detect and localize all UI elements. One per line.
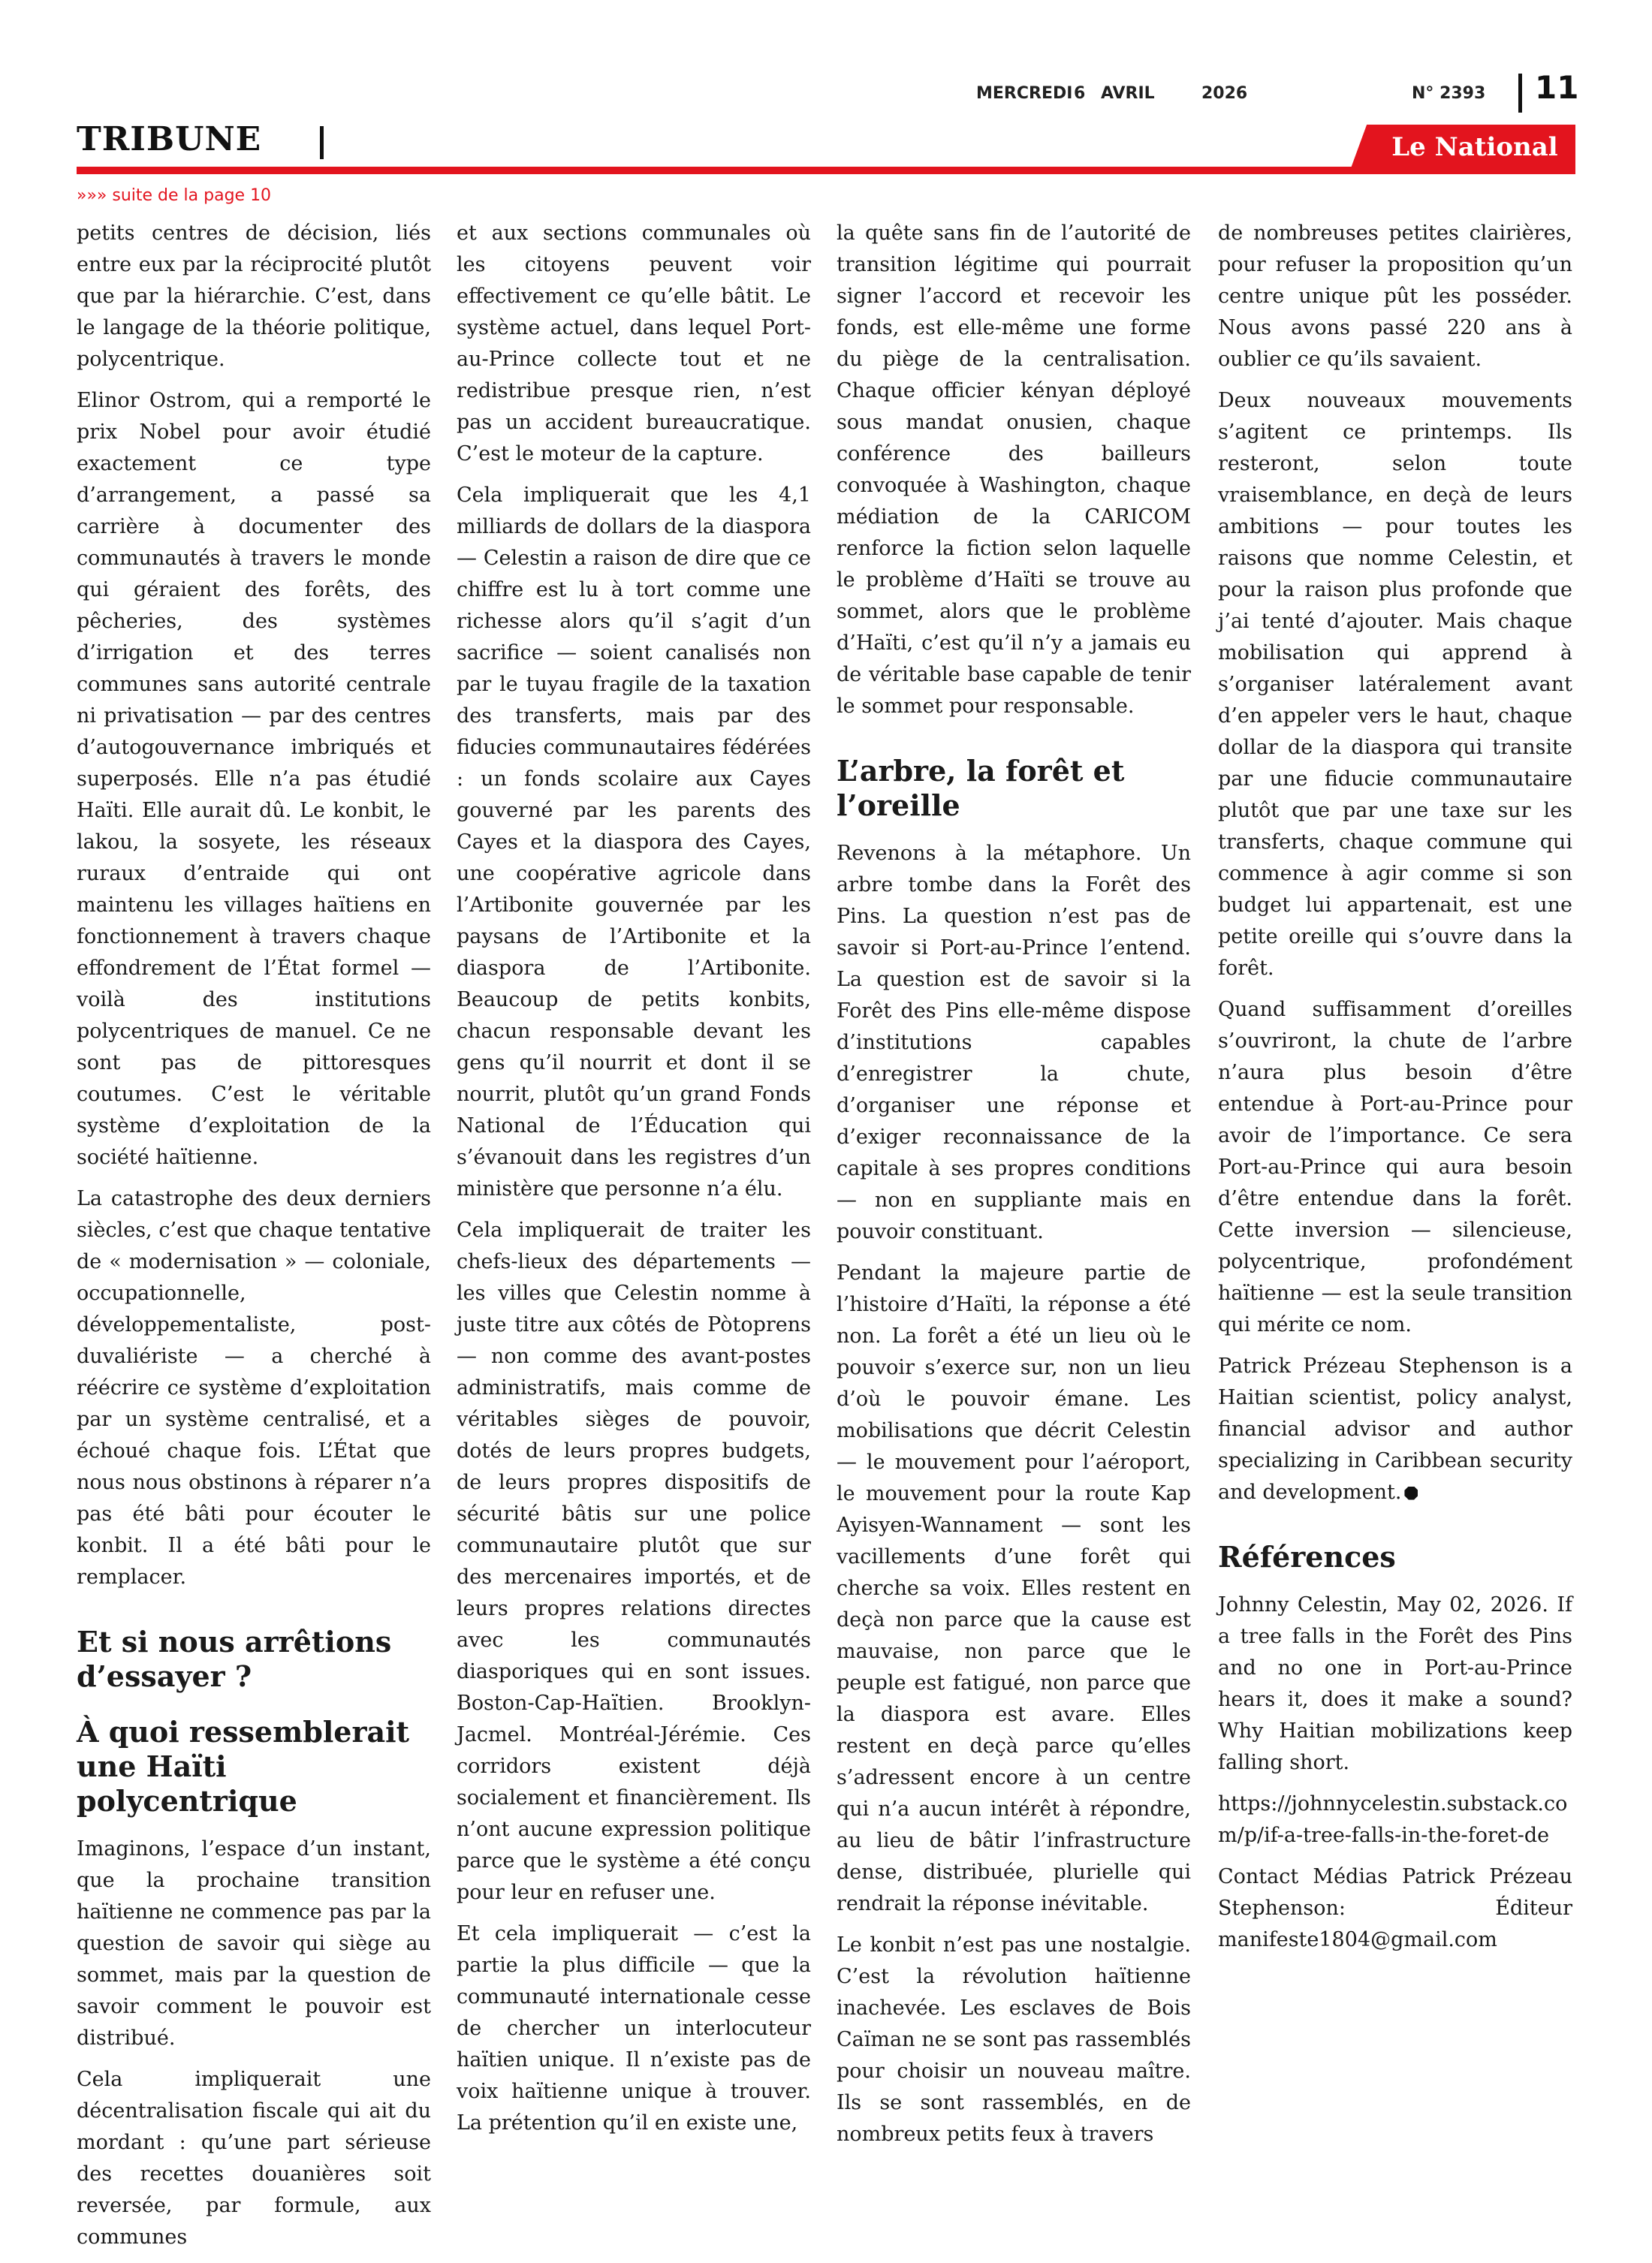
paragraph: La catastrophe des deux derniers siècles, c’est que chaque tentative de « modernisation » — coloniale, occupationnelle, développementaliste, post-duvaliériste — a cherché à réécrire ce système d’exploitation par un système centralisé, et a échoué chaque fois. L’État que nous nous obstinons à réparer n’a pas été bâti pour écouter le konbit. Il a été bâti pour le remplacer. xyxy=(77,1187,431,1589)
paragraph: Imaginons, l’espace d’un instant, que la prochaine transition haïtienne ne commence pas par la question de savoir qui siège au sommet, mais par la question de savoir comment le pouvoir est distribué. xyxy=(77,1837,431,2050)
end-mark-icon xyxy=(1404,1487,1418,1500)
paragraph: Deux nouveaux mouvements s’agitent ce printemps. Ils resteront, selon toute vraisemblance, en deçà de leurs ambitions — pour toutes les raisons que nomme Celestin, et pour la raison plus profonde que j’ai tenté d’ajouter. Mais chaque mobilisation qui apprend à s’organiser latéralement avant d’en appeler vers le haut, chaque dollar de la diaspora qui transite par une fiducie communautaire plutôt que par une taxe sur les transferts, chaque commune qui commence à agir comme si son budget lui appartenait, est une petite oreille qui s’ouvre dans la forêt. xyxy=(1218,389,1572,980)
continued-from-link[interactable]: »»» suite de la page 10 xyxy=(77,186,272,205)
section-title: TRIBUNE xyxy=(77,120,262,158)
date-year: 2026 xyxy=(1201,84,1248,103)
section-divider xyxy=(320,126,324,159)
reference-url-link[interactable]: https://johnnycelestin.substack.com/p/if-a-tree-falls-in-the-foret-de xyxy=(1218,1792,1568,1847)
subheading: Et si nous arrêtions d’essayer ? xyxy=(77,1625,392,1693)
author-bio xyxy=(1218,1351,1572,1508)
date-month: AVRIL xyxy=(1101,84,1155,103)
paragraph: de nombreuses petites clairières, pour refuser la proposition qu’un centre unique pût les posséder. Nous avons passé 220 ans à oublier ce qu’ils savaient. xyxy=(1218,221,1572,371)
paragraph: et aux sections communales où les citoyens peuvent voir effectivement ce qu’elle bâtit. Le système actuel, dans lequel Port-au-Prince collecte tout et ne redistribue presque rien, n’est pas un accident bureaucratique. C’est le moteur de la capture. xyxy=(457,221,811,466)
paragraph: Cela impliquerait de traiter les chefs-lieux des départements — les villes que Celestin nomme à juste titre aux côtés de Pòtoprens — non comme des avant-postes administratifs, mais comme de véritables sièges de pouvoir, dotés de leurs propres budgets, de leurs propres dispositifs de sécurité bâtis sur une police communautaire plutôt que sur des mercenaires importés, et de leurs propres relations directes avec les communautés diasporiques qui en sont issues. Boston-Cap-Haïtien. Brooklyn-Jacmel. Montréal-Jérémie. Ces corridors existent déjà socialement et financièrement. Ils n’ont aucune expression politique parce que le système a été conçu pour leur en refuser une. xyxy=(457,1219,811,1904)
page-number: 11 xyxy=(1535,69,1579,106)
author-bio-text: Patrick Prézeau Stephenson is a Haitian scientist, policy analyst, financial advisor and author specializing in Caribbean security and development. xyxy=(1218,1354,1572,1504)
paragraph: Cela impliquerait que les 4,1 milliards de dollars de la diaspora — Celestin a raison de dire que ce chiffre est lu à tort comme une richesse alors qu’il s’agit d’un sacrifice — soient canalisés non par le tuyau fragile de la taxation des transferts, mais par des fiducies communautaires fédérées : un fonds scolaire aux Cayes gouverné par les parents des Cayes et la diaspora des Cayes, une coopérative agricole dans l’Artibonite gouvernée par les paysans de l’Artibonite et la diaspora de l’Artibonite. Beaucoup de petits konbits, chacun responsable devant les gens qu’il nourrit et dont il se nourrit, plutôt qu’un grand Fonds National de l’Éducation qui s’évanouit dans les registres d’un ministère que personne n’a élu. xyxy=(457,484,811,1201)
issue-number: N° 2393 xyxy=(1412,84,1486,103)
page-number-divider xyxy=(1518,74,1522,113)
contact-info: Contact Médias Patrick Prézeau Stephenson: Éditeur manifeste1804@gmail.com xyxy=(1218,1865,1572,1951)
article-column-2 xyxy=(457,218,811,2149)
paragraph: Cela impliquerait une décentralisation fiscale qui ait du mordant : qu’une part sérieuse des recettes douanières soit reversée, par formule, aux communes xyxy=(77,2068,431,2249)
paragraph: Elinor Ostrom, qui a remporté le prix Nobel pour avoir étudié exactement ce type d’arrangement, a passé sa carrière à documenter des communautés à travers le monde qui géraient des forêts, des pêcheries, des systèmes d’irrigation et des terres communes sans autorité centrale ni privatisation — par des centres d’autogouvernance imbriqués et superposés. Elle n’a pas étudié Haïti. Elle aurait dû. Le konbit, le lakou, la sosyete, les réseaux ruraux d’entraide qui ont maintenu les villages haïtiens en fonctionnement à travers chaque effondrement de l’État formel — voilà des institutions polycentriques de manuel. Ce ne sont pas de pittoresques coutumes. C’est le véritable système d’exploitation de la société haïtienne. xyxy=(77,389,431,1169)
paragraph: petits centres de décision, liés entre eux par la réciprocité plutôt que par la hiérarchie. C’est, dans le langage de la théorie politique, polycentrique. xyxy=(77,221,431,371)
references-heading: Références xyxy=(1218,1540,1396,1574)
subheading: À quoi ressemblerait une Haïti polycentrique xyxy=(77,1715,410,1818)
reference-entry: Johnny Celestin, May 02, 2026. If a tree falls in the Forêt des Pins and no one in Port-au-Prince hears it, does it make a sound? Why Haitian mobilizations keep falling short. xyxy=(1218,1593,1572,1774)
article-column-4 xyxy=(1218,218,1572,1966)
date-day: MERCREDI xyxy=(976,84,1073,103)
paragraph: Et cela impliquerait — c’est la partie la plus difficile — que la communauté internationale cesse de chercher un interlocuteur haïtien unique. Il n’existe pas de voix haïtienne unique à trouver. La prétention qu’il en existe une, xyxy=(457,1922,811,2135)
article-column-3 xyxy=(837,218,1191,2160)
date-number: 6 xyxy=(1074,84,1086,103)
subheading: L’arbre, la forêt et l’oreille xyxy=(837,754,1125,822)
brand-name: Le National xyxy=(1391,132,1558,162)
article-column-1 xyxy=(77,218,431,2263)
paragraph: Quand suffisamment d’oreilles s’ouvriront, la chute de l’arbre n’aura plus besoin d’être entendue à Port-au-Prince pour avoir de l’importance. Ce sera Port-au-Prince qui aura besoin d’être entendue dans la forêt. Cette inversion — silencieuse, polycentrique, profondément haïtienne — est la seule transition qui mérite ce nom. xyxy=(1218,998,1572,1336)
paragraph: Pendant la majeure partie de l’histoire d’Haïti, la réponse a été non. La forêt a été un lieu où le pouvoir s’exerce sur, non un lieu d’où le pouvoir émane. Les mobilisations que décrit Celestin — le mouvement pour l’aéroport, le mouvement pour la route Kap Ayisyen-Wannament — sont les vacillements d’une forêt qui cherche sa voix. Elles restent en deçà non parce que la cause est mauvaise, non parce que le peuple est fatigué, non parce que la diaspora est avare. Elles restent en deçà parce qu’elles s’adressent encore à un centre qui n’a aucun intérêt à répondre, au lieu de bâtir l’infrastructure dense, distribuée, plurielle qui rendrait la réponse inévitable. xyxy=(837,1261,1191,1915)
paragraph: la quête sans fin de l’autorité de transition légitime qui pourrait signer l’accord et recevoir les fonds, est elle-même une forme du piège de la centralisation. Chaque officier kényan déployé sous mandat onusien, chaque conférence des bailleurs convoquée à Washington, chaque médiation de la CARICOM renforce la fiction selon laquelle le problème d’Haïti se trouve au sommet, alors que le problème d’Haïti, c’est qu’il n’y a jamais eu de véritable base capable de tenir le sommet pour responsable. xyxy=(837,221,1191,718)
paragraph: Le konbit n’est pas une nostalgie. C’est la révolution haïtienne inachevée. Les esclaves de Bois Caïman ne se sont pas rassemblés pour choisir un nouveau maître. Ils se sont rassemblés, en de nombreux petits feux à travers xyxy=(837,1933,1191,2146)
paragraph: Revenons à la métaphore. Un arbre tombe dans la Forêt des Pins. La question n’est pas de savoir si Port-au-Prince l’entend. La question est de savoir si la Forêt des Pins elle-même dispose d’institutions capables d’enregistrer la chute, d’organiser une réponse et d’exiger reconnaissance de la capitale à ses propres conditions — non en suppliante mais en pouvoir constituant. xyxy=(837,842,1191,1243)
